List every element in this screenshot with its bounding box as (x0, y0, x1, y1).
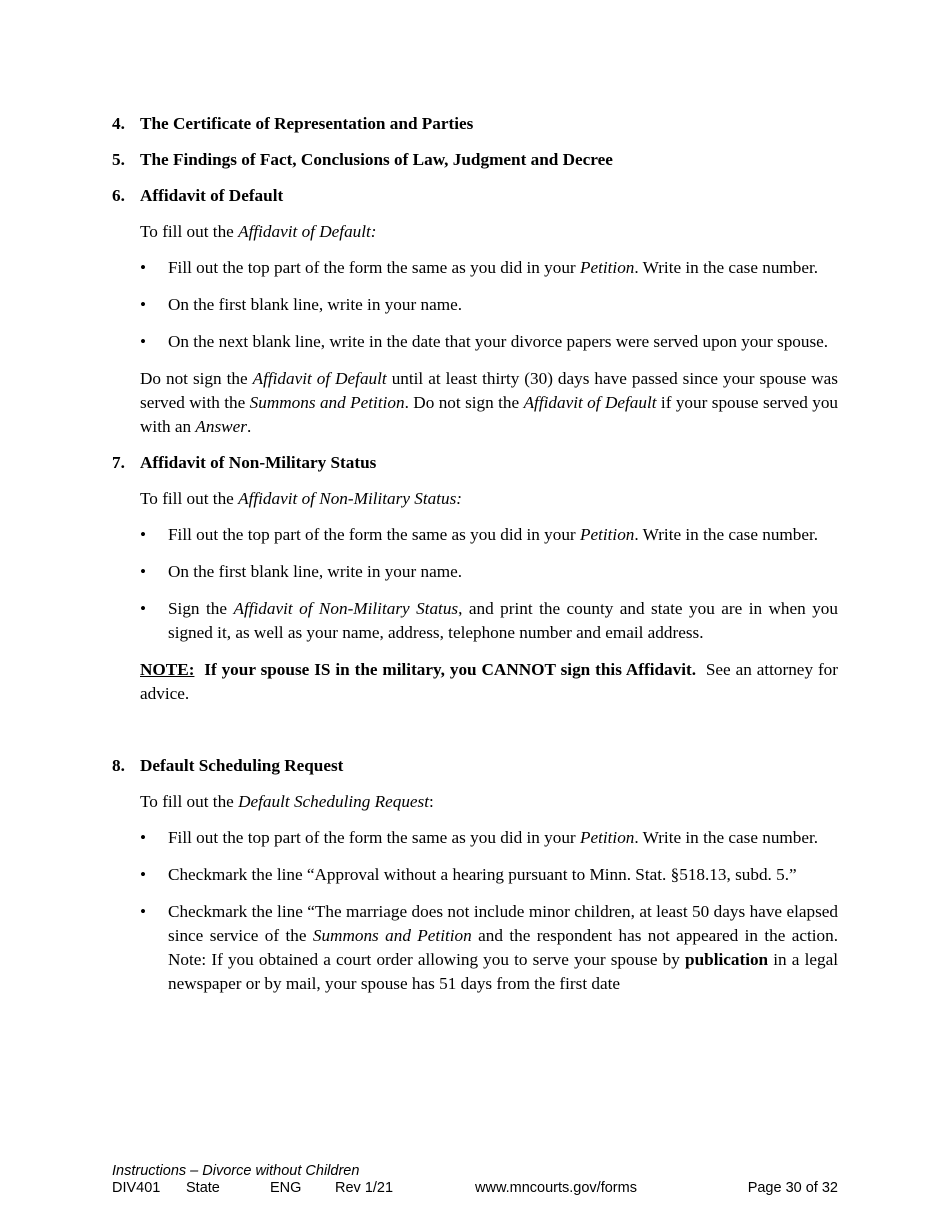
footer-language: ENG (270, 1180, 302, 1196)
section-title: The Certificate of Representation and Parties (140, 114, 474, 133)
list-item (140, 523, 838, 547)
bullet-text: Fill out the top part of the form the same as you did in your (168, 525, 580, 544)
spacer (112, 718, 838, 754)
section-6-heading (112, 184, 838, 208)
bullet-text: . Write in the case number. (634, 828, 819, 847)
form-name: Answer (195, 417, 247, 436)
bullet-text: On the first blank line, write in your name. (168, 295, 463, 314)
page-content (112, 112, 843, 1009)
list-item (140, 597, 838, 645)
list-item (140, 863, 838, 887)
bullet-text: , and print the county and state you are in when you signed it, as well as your name, address, telephone number and email address. (168, 599, 838, 642)
footer-document-title: Instructions – Divorce without Children (112, 1163, 360, 1179)
note-text: if your spouse served you with an (140, 393, 839, 436)
note-label: NOTE: (140, 660, 195, 679)
bullet-text: Fill out the top part of the form the same as you did in your (168, 828, 580, 847)
intro-text: To fill out the (140, 222, 239, 241)
military-warning-note (140, 658, 843, 706)
section-5-heading (112, 148, 838, 172)
note-text: Do not sign the (140, 369, 253, 388)
section-title: The Findings of Fact, Conclusions of Law, Judgment and Decree (140, 150, 613, 169)
form-name: Affidavit of Default (252, 369, 387, 388)
intro-text: To fill out the (140, 489, 239, 508)
bullet-text: Fill out the top part of the form the same as you did in your (168, 258, 580, 277)
section-6-intro (140, 220, 838, 244)
intro-text: : (429, 792, 434, 811)
bullet-text: On the next blank line, write in the date that your divorce papers were served upon your spouse. (168, 332, 829, 351)
bullet-text: in a legal newspaper or by mail, your spouse has 51 days from the first date (168, 950, 838, 993)
list-item (140, 330, 838, 354)
footer-form-code: DIV401 (112, 1180, 161, 1196)
section-8-intro (140, 790, 838, 814)
note-text: . Do not sign the (404, 393, 524, 412)
list-item (140, 826, 838, 850)
form-name: Petition (579, 525, 635, 544)
section-title: Affidavit of Non-Military Status (140, 453, 377, 472)
form-name: Affidavit of Non-Military Status: (238, 489, 462, 508)
section-number: 8. (112, 756, 125, 775)
emphasis-text: publication (685, 950, 769, 969)
form-name: Affidavit of Non-Military Status (233, 599, 459, 618)
bullet-text: . Write in the case number. (634, 258, 819, 277)
note-text: . (246, 417, 252, 436)
section-number: 6. (112, 186, 125, 205)
footer-website-link[interactable]: www.mncourts.gov/forms (475, 1180, 637, 1196)
form-name: Affidavit of Default: (238, 222, 377, 241)
list-item (140, 293, 838, 317)
bullet-text: On the first blank line, write in your name. (168, 562, 463, 581)
section-6-note (140, 367, 838, 439)
section-8-heading (112, 754, 838, 778)
intro-text: To fill out the (140, 792, 239, 811)
bullet-text: . Write in the case number. (634, 525, 819, 544)
note-warning: If your spouse IS in the military, you CANNOT sign this Affidavit. (194, 660, 697, 679)
footer-state: State (186, 1180, 220, 1196)
bullet-text: and the respondent has not appeared in the action. Note: If you obtained a court order allowing you to serve your spouse by (168, 926, 839, 969)
bullet-text: Checkmark the line “Approval without a hearing pursuant to Minn. Stat. §518.13, subd. 5.” (168, 865, 797, 884)
form-name: Summons and Petition (249, 393, 405, 412)
section-number: 7. (112, 453, 125, 472)
note-text: until at least thirty (30) days have passed since your spouse was served with the (140, 369, 838, 412)
section-number: 4. (112, 114, 125, 133)
list-item (140, 900, 838, 996)
list-item (140, 256, 838, 280)
list-item (140, 560, 838, 584)
form-name: Affidavit of Default (523, 393, 657, 412)
section-6-bullets (140, 256, 838, 354)
note-text: See an attorney for advice. (140, 660, 843, 703)
bullet-text: Checkmark the line “The marriage does not include minor children, at least 50 days have elapsed since service of the (168, 902, 838, 945)
footer-page-number: Page 30 of 32 (747, 1180, 838, 1196)
section-8-bullets (140, 826, 838, 996)
form-name: Petition (579, 258, 635, 277)
form-name: Default Scheduling Request (238, 792, 430, 811)
section-4-heading (112, 112, 838, 136)
section-7-intro (140, 487, 838, 511)
footer-info-row (112, 1180, 838, 1198)
footer-revision: Rev 1/21 (335, 1180, 394, 1196)
section-7-bullets (140, 523, 838, 645)
form-name: Petition (579, 828, 635, 847)
bullet-text: Sign the (168, 599, 234, 618)
form-name: Summons and Petition (312, 926, 472, 945)
section-title: Affidavit of Default (140, 186, 284, 205)
section-number: 5. (112, 150, 125, 169)
section-title: Default Scheduling Request (140, 756, 344, 775)
section-7-heading (112, 451, 838, 475)
page-footer (112, 1163, 838, 1198)
